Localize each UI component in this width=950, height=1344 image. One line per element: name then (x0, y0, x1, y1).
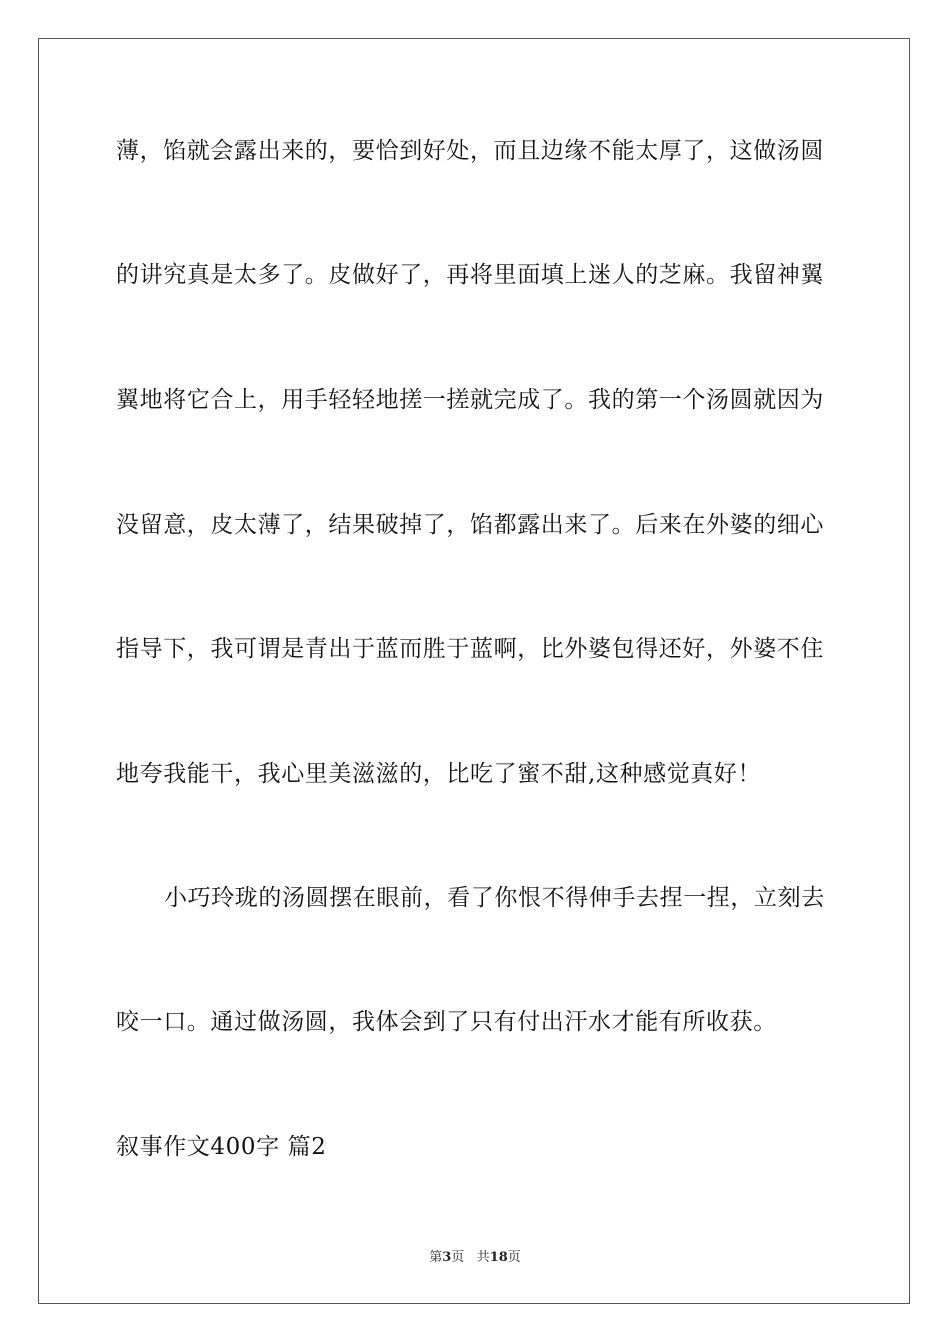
section-heading: 叙事作文400字 篇2 (116, 1134, 327, 1160)
body-line-3: 翼地将它合上，用手轻轻地搓一搓就完成了。我的第一个汤圆就因为 (116, 387, 824, 413)
total-suffix: 页 (507, 1250, 521, 1265)
total-prefix: 共 (476, 1250, 490, 1265)
body-line-1: 薄，馅就会露出来的，要恰到好处，而且边缘不能太厚了，这做汤圆 (116, 138, 824, 164)
body-line-4: 没留意，皮太薄了，结果破掉了，馅都露出来了。后来在外婆的细心 (116, 512, 824, 538)
page-number: 3 (442, 1250, 452, 1265)
body-line-8: 咬一口。通过做汤圆，我体会到了只有付出汗水才能有所收获。 (116, 1009, 777, 1035)
body-line-5: 指导下，我可谓是青出于蓝而胜于蓝啊，比外婆包得还好，外婆不住 (116, 636, 824, 662)
page-suffix: 页 (451, 1250, 465, 1265)
body-line-7: 小巧玲珑的汤圆摆在眼前，看了你恨不得伸手去捏一捏，立刻去 (164, 885, 825, 911)
page-footer (0, 1246, 950, 1265)
page-border (38, 38, 910, 1304)
total-pages: 18 (489, 1250, 508, 1265)
body-line-6: 地夸我能干，我心里美滋滋的，比吃了蜜不甜,这种感觉真好！ (116, 761, 762, 787)
body-line-2: 的讲究真是太多了。皮做好了，再将里面填上迷人的芝麻。我留神翼 (116, 262, 824, 288)
page-prefix: 第 (429, 1250, 443, 1265)
